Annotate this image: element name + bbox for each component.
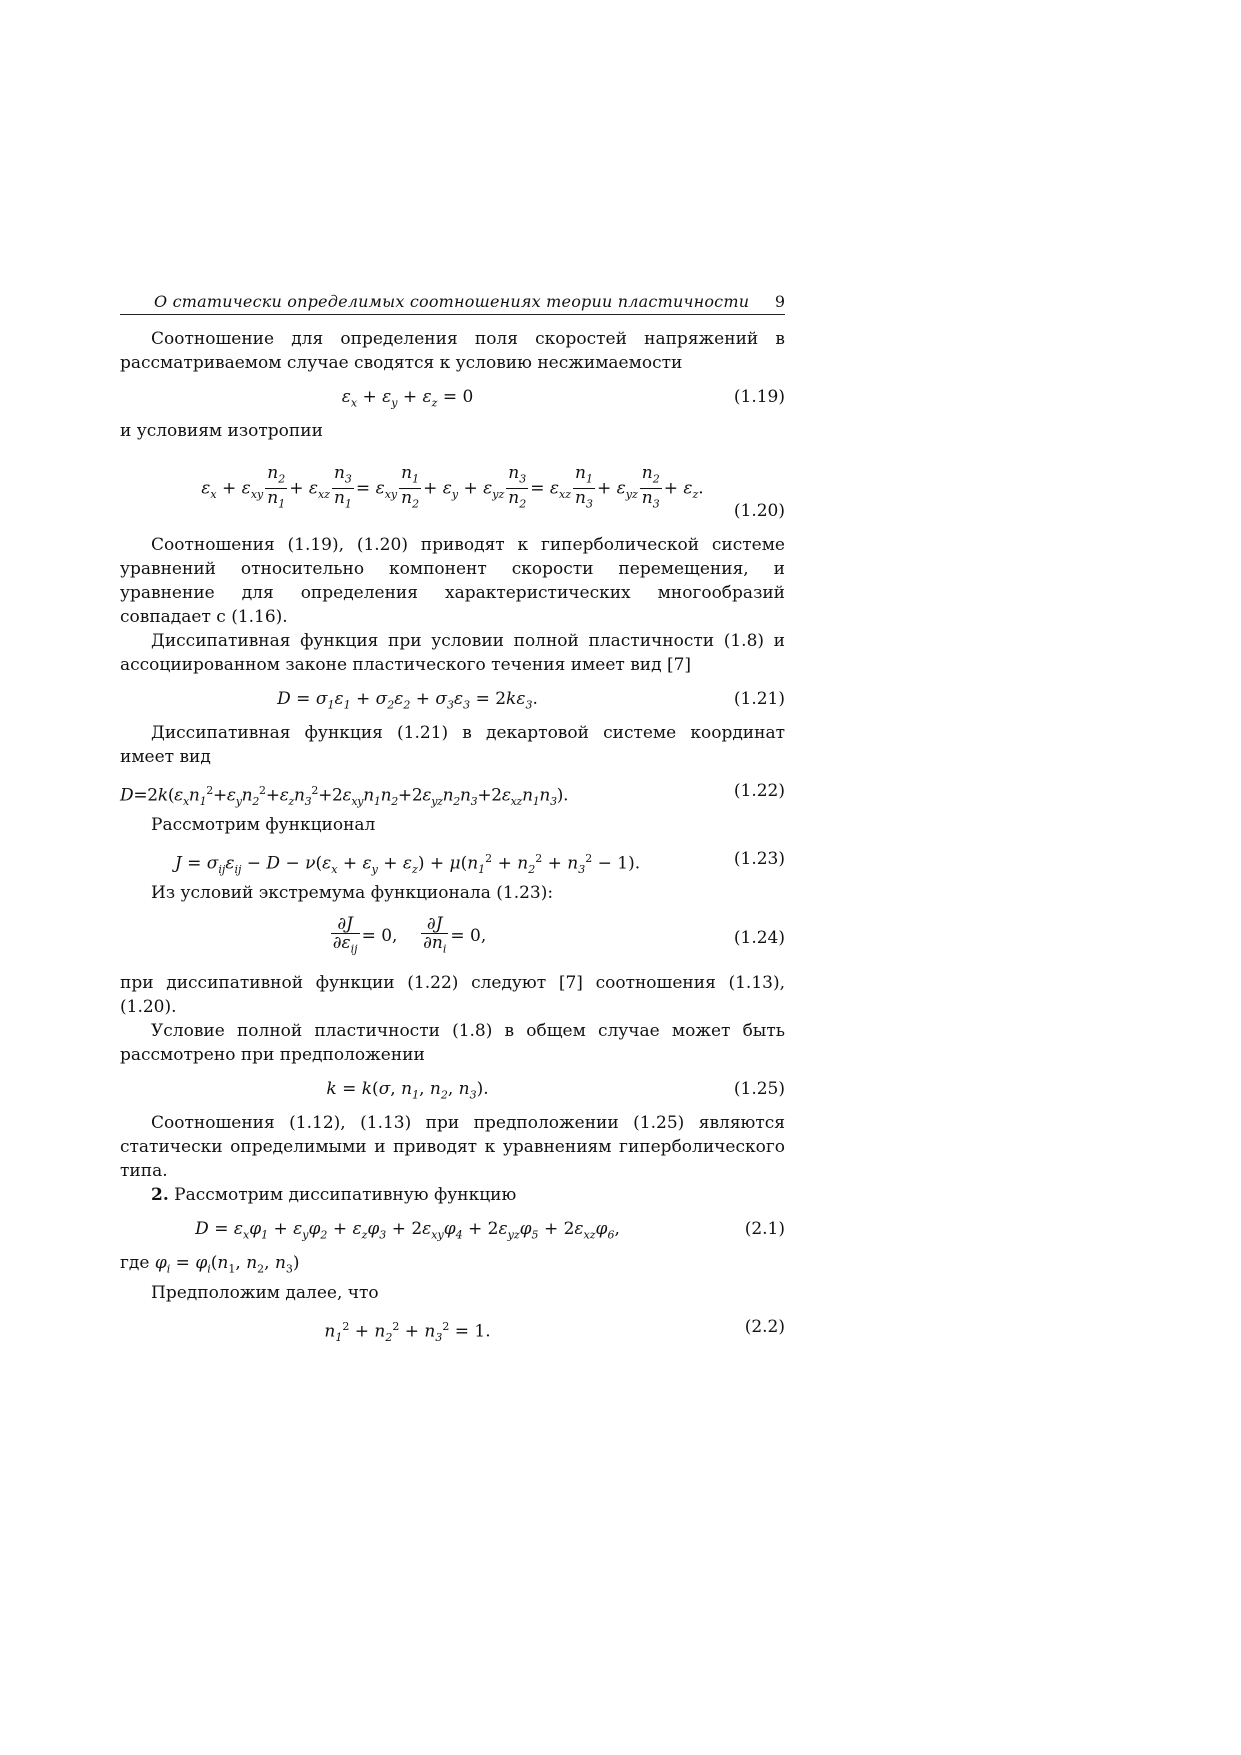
formula: k = k(σ, $n_1$, $n_2$, $n_3$).: [326, 1079, 489, 1102]
paragraph-text: Рассмотрим диссипативную функцию: [168, 1185, 517, 1205]
paragraph: и условиям изотропии: [120, 421, 323, 441]
paragraph: Диссипативная функция (1.21) в декартовой системе координат имеет вид: [120, 723, 785, 767]
equation-number: (1.23): [733, 849, 785, 869]
equation-number: (1.21): [733, 689, 785, 709]
equation-number: (1.19): [733, 387, 785, 407]
paragraph: Соотношения (1.19), (1.20) приводят к гиперболической системе уравнений относительно компонент скорости перемещения, и уравнение для определения характеристических многообразий совпадает с (1.16).: [120, 535, 785, 627]
equation-1-24: [120, 915, 785, 961]
equation-1-25: [120, 1077, 785, 1101]
formula: $n_1^2 + n_2^2 + n_3^2 = 1$.: [324, 1320, 491, 1345]
equation-1-22: [120, 779, 785, 809]
equation-number: (2.2): [744, 1317, 785, 1338]
formula: $D = \sigma_1\varepsilon_1 + \sigma_2\varepsilon_2 + \sigma_3\varepsilon_3 = 2k\varepsilon_3$.: [277, 689, 538, 712]
equation-number: (1.24): [733, 928, 785, 948]
paragraph: Диссипативная функция при условии полной пластичности (1.8) и ассоциированном законе пластического течения имеет вид [7]: [120, 631, 785, 675]
paragraph: Предположим далее, что: [151, 1283, 379, 1304]
equation-1-20: [120, 453, 785, 523]
formula: $J = \sigma_{ij}\varepsilon_{ij} - D - \nu(\varepsilon_x + \varepsilon_y + \varepsilon_z) + \mu(n_1^2 + n_2^2 + n_3^2 - 1)$.: [174, 852, 641, 877]
equation-2-1: [120, 1217, 785, 1241]
running-header: [120, 290, 785, 315]
page: [120, 290, 785, 1349]
paragraph: [120, 1183, 785, 1207]
paragraph: при диссипативной функции (1.22) следуют [7] соотношения (1.13), (1.20).: [120, 973, 785, 1017]
equation-1-21: [120, 687, 785, 711]
formula: $\frac{\partial J}{\partial\varepsilon_{ij}}$ = 0, $\frac{\partial J}{\partial n_i}$ = 0,: [332, 914, 487, 956]
equation-number: (1.25): [733, 1079, 785, 1099]
paragraph: Соотношение для определения поля скоростей напряжений в рассматриваемом случае сводятся к условию несжимаемости: [120, 329, 785, 373]
running-title: О статически определимых соотношениях теории пластичности: [154, 292, 750, 311]
equation-1-23: [120, 847, 785, 877]
paragraph: Условие полной пластичности (1.8) в общем случае может быть рассмотрено при предположении: [120, 1021, 785, 1065]
formula: $\varepsilon_x + \varepsilon_{xy}$ $\frac{n_2}{n_1}$ + $\varepsilon_{xz}$ $\frac{n_3}{n_1}$ = $\varepsilon_{xy}$ $\frac{n_1}{n_2}$ + $\varepsilon_y + \varepsilon_{yz}$ $\frac{n_3}{n_2}$ = $\varepsilon_{xz}$ $\frac{n_1}{n_3}$ + $\varepsilon_{yz}$ $\frac{n_2}{n_3}$ + $\varepsilon_z$.: [201, 463, 704, 511]
section-number: 2.: [151, 1185, 169, 1205]
formula: $D = \varepsilon_x\varphi_1 + \varepsilon_y\varphi_2 + \varepsilon_z\varphi_3 + 2\varepsilon_{xy}\varphi_4 + 2\varepsilon_{yz}\varphi_5 + 2\varepsilon_{xz}\varphi_6$,: [195, 1219, 620, 1242]
page-number: 9: [774, 292, 785, 311]
equation-number: (1.20): [733, 501, 785, 521]
paragraph: Из условий экстремума функционала (1.23):: [151, 883, 554, 903]
formula: $D=2k(\varepsilon_xn_1^2+\varepsilon_yn_2^2+\varepsilon_zn_3^2+2\varepsilon_{xy}n_1n_2+2\varepsilon_{yz}n_2n_3+2\varepsilon_{xz}n_1n_3)$.: [120, 784, 569, 809]
paragraph-text: где: [120, 1253, 155, 1273]
paragraph: Соотношения (1.12), (1.13) при предположении (1.25) являются статически определимыми и приводят к уравнениям гиперболического типа.: [120, 1113, 785, 1181]
formula: $\varepsilon_x + \varepsilon_y + \varepsilon_z = 0$: [341, 387, 474, 410]
equation-number: (2.1): [744, 1219, 785, 1239]
equation-number: (1.22): [733, 781, 785, 801]
paragraph: Рассмотрим функционал: [151, 815, 376, 835]
equation-1-19: [120, 385, 785, 409]
equation-2-2: [120, 1315, 785, 1345]
paragraph: где $\varphi_i = \varphi_i(n_1$, $n_2$, $n_3$): [120, 1253, 300, 1276]
